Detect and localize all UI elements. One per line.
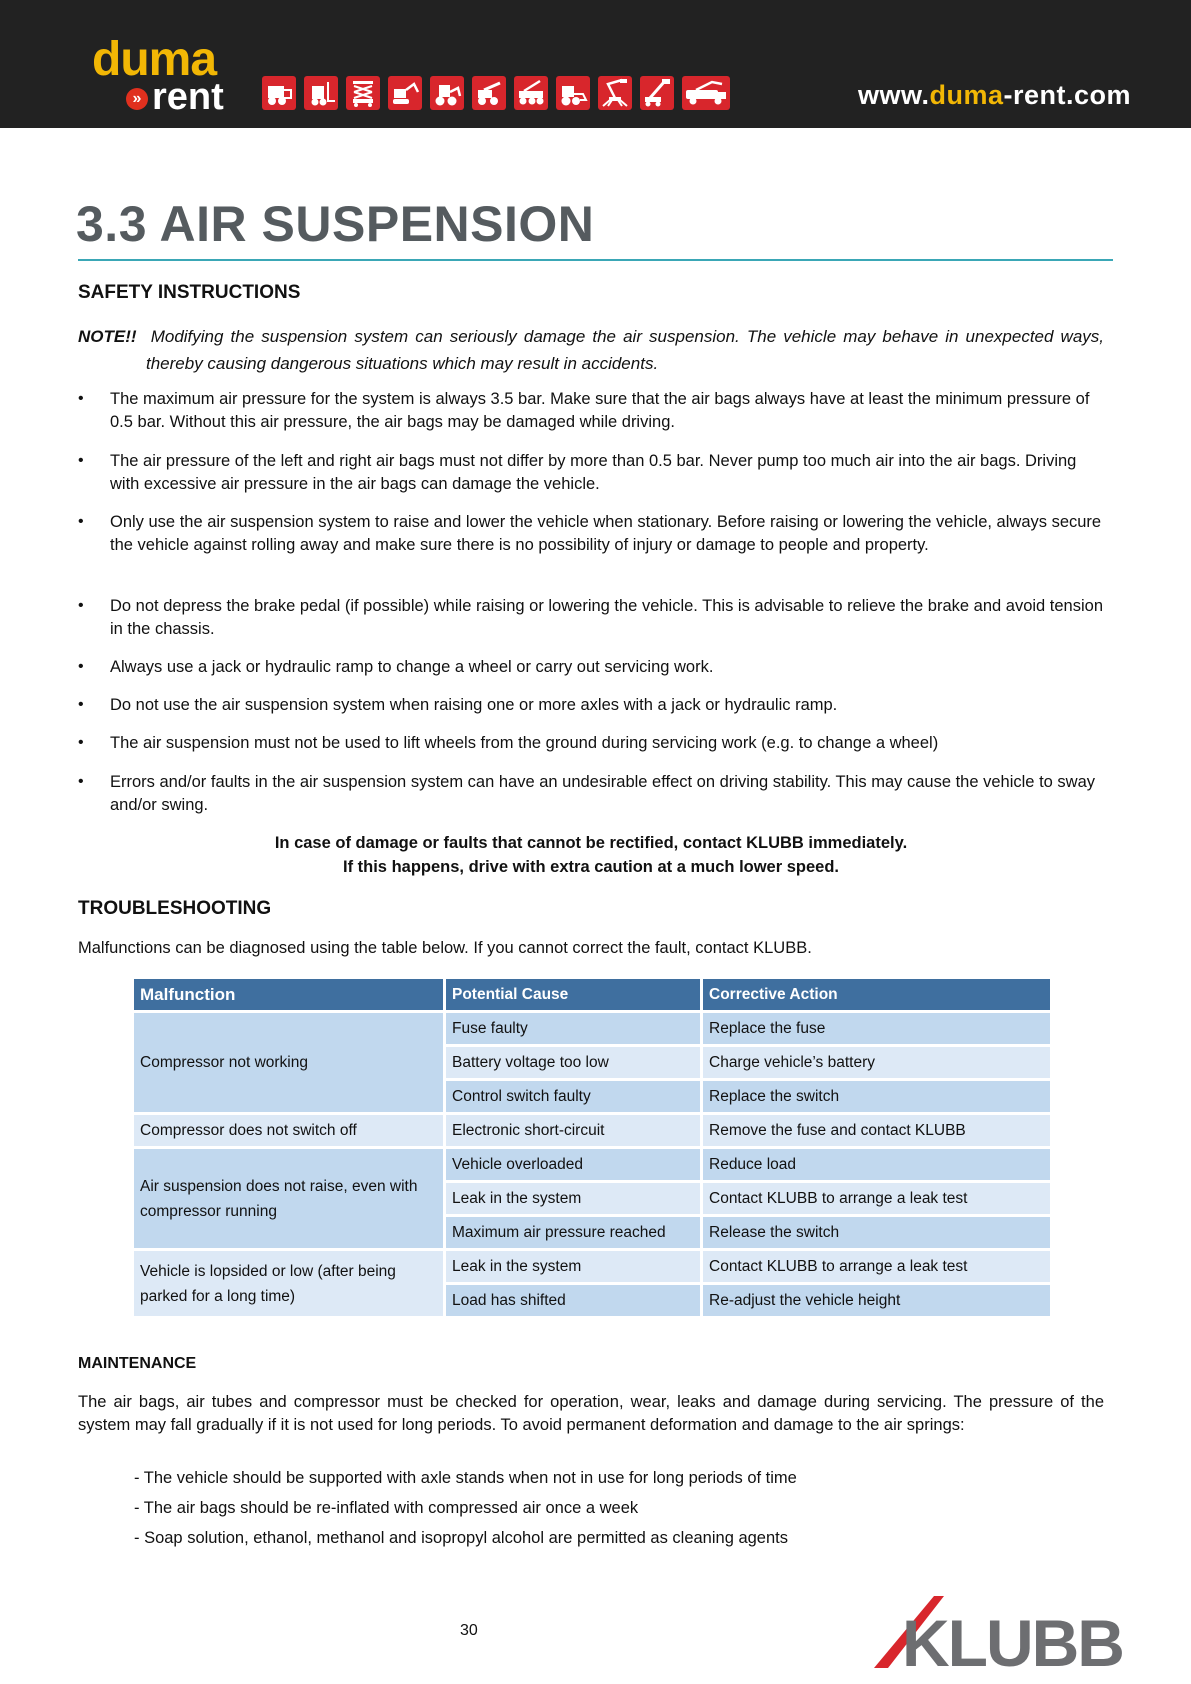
column-header-cause: Potential Cause	[446, 979, 700, 1010]
cause-cell: Leak in the system	[446, 1251, 700, 1282]
url-highlight: duma	[929, 80, 1004, 110]
troubleshooting-table	[131, 976, 1053, 1319]
maintenance-item: - The vehicle should be supported with axle stands when not in use for long periods of time	[134, 1469, 797, 1487]
malfunction-cell: Compressor does not switch off	[134, 1115, 443, 1146]
safety-bullet	[78, 771, 1108, 816]
safety-bullet	[78, 450, 1108, 495]
forklift-icon	[304, 76, 338, 110]
klubb-logo-text: KLUBB	[902, 1606, 1122, 1672]
cause-cell: Electronic short-circuit	[446, 1115, 700, 1146]
cause-cell: Leak in the system	[446, 1183, 700, 1214]
table-row	[134, 1149, 1050, 1180]
safety-bullet	[78, 388, 1108, 433]
safety-bullet	[78, 595, 1108, 640]
malfunction-cell: Vehicle is lopsided or low (after being parked for a long time)	[134, 1251, 443, 1316]
cause-cell: Maximum air pressure reached	[446, 1217, 700, 1248]
malfunction-cell: Compressor not working	[134, 1013, 443, 1112]
action-cell: Remove the fuse and contact KLUBB	[703, 1115, 1050, 1146]
action-cell: Re-adjust the vehicle height	[703, 1285, 1050, 1316]
skid-steer-loader-icon	[262, 76, 296, 110]
bullet-text: Always use a jack or hydraulic ramp to change a wheel or carry out servicing work.	[110, 658, 714, 676]
bullet-text: The maximum air pressure for the system is always 3.5 bar. Make sure that the air bags always have at least the minimum pressure of 0.5 bar. Without this air pressure, the air bags may be damaged while driving.	[110, 390, 1090, 431]
page-header	[0, 0, 1191, 128]
table-row	[134, 1115, 1050, 1146]
logo-duma-text: duma	[92, 33, 217, 86]
machine-icon-strip	[262, 76, 730, 110]
url-prefix: www.	[857, 80, 930, 110]
damage-warning	[78, 832, 1104, 879]
logo-rent-text: rent	[152, 76, 224, 118]
bullet-icon: •	[78, 452, 84, 469]
spider-lift-icon	[598, 76, 632, 110]
bullet-text: Only use the air suspension system to raise and lower the vehicle when stationary. Before raising or lowering the vehicle, always secure the vehicle against rolling away and make sure there is no possibility of injury or damage to people and property.	[110, 513, 1102, 554]
bullet-text: The air suspension must not be used to lift wheels from the ground during servicing work (e.g. to change a wheel)	[110, 734, 939, 752]
bullet-text: The air pressure of the left and right air bags must not differ by more than 0.5 bar. Never pump too much air into the air bags. Driving with excessive air pressure in the air bags can damage the vehicle.	[110, 452, 1077, 493]
bullet-text: Do not use the air suspension system when raising one or more axles with a jack or hydraulic ramp.	[110, 696, 838, 714]
safety-bullet	[78, 656, 1108, 679]
action-cell: Charge vehicle’s battery	[703, 1047, 1050, 1078]
aerial-platform-icon	[640, 76, 674, 110]
warning-line-2: If this happens, drive with extra caution at a much lower speed.	[342, 857, 840, 876]
safety-bullet	[78, 694, 1108, 717]
bullet-icon: •	[78, 390, 84, 407]
action-cell: Reduce load	[703, 1149, 1050, 1180]
duma-rent-logo	[90, 33, 240, 118]
cause-cell: Fuse faulty	[446, 1013, 700, 1044]
troubleshooting-heading: TROUBLESHOOTING	[78, 898, 272, 919]
note-text: Modifying the suspension system can seriously damage the air suspension. The vehicle may behave in unexpected ways, thereby causing dangerous situations which may result in accidents.	[146, 327, 1104, 373]
bullet-icon: •	[78, 597, 84, 614]
column-header-malfunction: Malfunction	[134, 979, 443, 1010]
scissor-lift-icon	[346, 76, 380, 110]
safety-bullet	[78, 511, 1108, 556]
van-lift-icon	[682, 76, 730, 110]
bullet-text: Do not depress the brake pedal (if possible) while raising or lowering the vehicle. This is advisable to relieve the brake and avoid tension in the chassis.	[110, 597, 1103, 638]
bullet-icon: •	[78, 773, 84, 790]
column-header-action: Corrective Action	[703, 979, 1050, 1010]
malfunction-cell: Air suspension does not raise, even with compressor running	[134, 1149, 443, 1248]
note-label: NOTE!!	[78, 327, 137, 346]
page-number: 30	[460, 1622, 478, 1639]
action-cell: Contact KLUBB to arrange a leak test	[703, 1251, 1050, 1282]
action-cell: Replace the fuse	[703, 1013, 1050, 1044]
truck-crane-icon	[514, 76, 548, 110]
safety-heading: SAFETY INSTRUCTIONS	[78, 282, 301, 303]
table-header-row	[134, 979, 1050, 1010]
url-suffix: -rent.com	[1003, 80, 1131, 110]
safety-note	[78, 323, 1104, 377]
table-row	[134, 1013, 1050, 1044]
bullet-icon: •	[78, 734, 84, 751]
maintenance-text: The air bags, air tubes and compressor must be checked for operation, wear, leaks and damage during servicing. The pressure of the system may fall gradually if it is not used for long periods. To avoid permanent deformation and damage to the air springs:	[78, 1393, 1104, 1434]
wheel-loader-icon	[556, 76, 590, 110]
action-cell: Contact KLUBB to arrange a leak test	[703, 1183, 1050, 1214]
bullet-icon: •	[78, 658, 84, 675]
title-divider	[78, 259, 1113, 261]
action-cell: Release the switch	[703, 1217, 1050, 1248]
warning-line-1: In case of damage or faults that cannot be rectified, contact KLUBB immediately.	[274, 834, 908, 852]
cause-cell: Vehicle overloaded	[446, 1149, 700, 1180]
maintenance-heading: MAINTENANCE	[78, 1355, 197, 1372]
klubb-logo	[872, 1596, 1122, 1672]
maintenance-item: - The air bags should be re-inflated with compressed air once a week	[134, 1499, 639, 1517]
bullet-icon: •	[78, 513, 84, 530]
bullet-icon: •	[78, 696, 84, 713]
table-row	[134, 1251, 1050, 1282]
mini-excavator-icon	[388, 76, 422, 110]
bullet-text: Errors and/or faults in the air suspension system can have an undesirable effect on driving stability. This may cause the vehicle to sway and/or swing.	[110, 773, 1096, 814]
telehandler-icon	[472, 76, 506, 110]
logo-arrow-icon: »	[126, 88, 148, 110]
action-cell: Replace the switch	[703, 1081, 1050, 1112]
cause-cell: Control switch faulty	[446, 1081, 700, 1112]
cause-cell: Load has shifted	[446, 1285, 700, 1316]
troubleshooting-intro: Malfunctions can be diagnosed using the table below. If you cannot correct the fault, contact KLUBB.	[78, 939, 812, 957]
safety-bullet	[78, 732, 1108, 755]
page-title: 3.3 AIR SUSPENSION	[76, 196, 595, 252]
maintenance-item: - Soap solution, ethanol, methanol and isopropyl alcohol are permitted as cleaning agents	[134, 1529, 788, 1547]
compact-loader-icon	[430, 76, 464, 110]
cause-cell: Battery voltage too low	[446, 1047, 700, 1078]
website-url[interactable]	[858, 80, 1131, 111]
